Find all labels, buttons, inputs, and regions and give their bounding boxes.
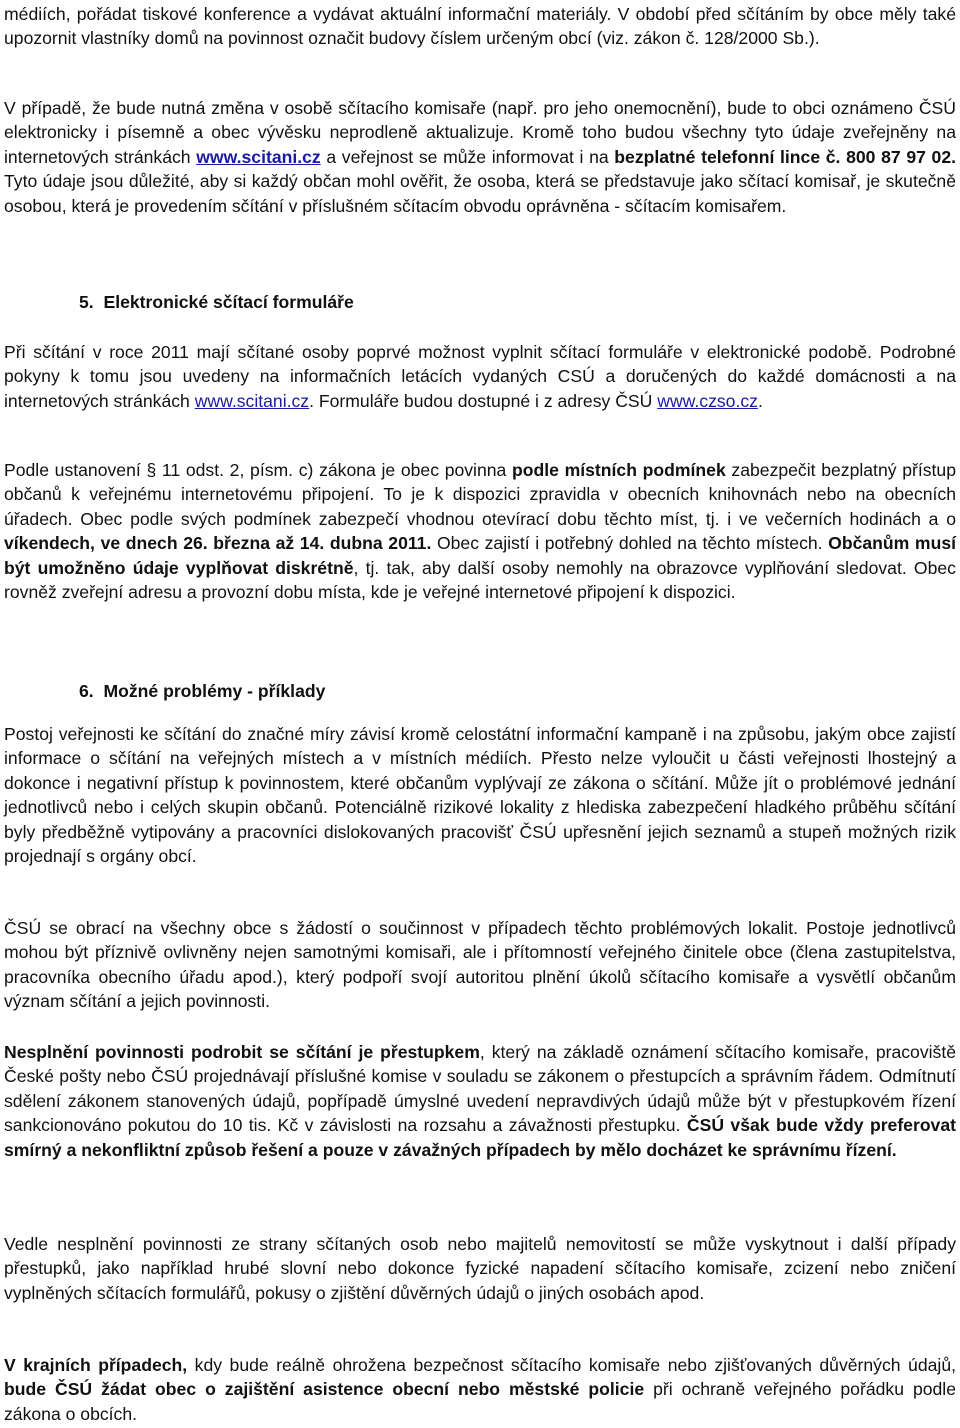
bold-text: Občanům musí být umožněno údaje vyplňovat diskrétně xyxy=(4,533,956,578)
section-6-heading xyxy=(79,679,325,703)
section-title: Možné problémy - příklady xyxy=(103,681,326,701)
paragraph-text: Podle ustanovení § 11 odst. 2, písm. c) zákona je obec povinna xyxy=(4,460,513,480)
paragraph-text: . xyxy=(757,390,763,411)
bold-text: bude ČSÚ žádat obec o zajištění asistence obecní nebo městské policie xyxy=(4,1379,645,1400)
paragraph-text: médiích, pořádat tiskové konference a vydávat aktuální informační materiály. V období před sčítáním by obce měly také upozornit vlastníky domů na povinnost označit budovy číslem určeným obcí (viz. zákon č. 128/2000 Sb.). xyxy=(4,4,956,49)
section-number: 6. xyxy=(79,681,94,701)
paragraph-public-attitude xyxy=(4,722,956,868)
bold-text: V krajních případech, xyxy=(4,1355,188,1375)
paragraph-text: ČSÚ se obrací na všechny obce s žádostí o součinnost v případech těchto problémových lokalit. Postoje jednotlivců mohou být příznivě ovlivněny nejen samotnými komisaři, ale i přítomností veřejného činitele obce (člena zastupitelstva, pracovníka obecního úřadu apod.), který podpoří svojí autoritou plnění úkolů sčítacího komisaře a vysvětlí občanům význam sčítání a jejich povinnosti. xyxy=(4,918,956,1012)
paragraph-offence xyxy=(4,1040,956,1162)
paragraph-media-info xyxy=(4,2,956,51)
paragraph-other-offences xyxy=(4,1232,956,1305)
paragraph-text: zabezpečit bezplatný přístup občanů k veřejnému internetovému připojení. To je k dispozici zpravidla v obecních knihovnách nebo na obecních úřadech. Obec podle svých podmínek zabezpečí vhodnou otevírací dobu těchto míst, tj. i ve večerních hodinách a o xyxy=(4,460,956,529)
paragraph-text: . Formuláře budou dostupné i z adresy ČSÚ xyxy=(309,390,658,411)
paragraph-text: a veřejnost se může informovat i na xyxy=(320,146,615,167)
paragraph-text: , který na základě oznámení sčítacího komisaře, pracoviště České pošty nebo ČSÚ projednávají příslušné komise v souladu se zákonem o přestupcích a správním řádem. Odmítnutí sdělení zákonem stanovených údajů, popřípadě úmyslné uvedení nepravdivých údajů může být v přestupkovém řízení sankcionováno pokutou do 10 tis. Kč v závislosti na rozsahu a závažnosti přestupku. xyxy=(4,1042,956,1136)
section-number: 5. xyxy=(79,292,94,312)
scitani-link[interactable]: www.scitani.cz xyxy=(196,146,321,167)
paragraph-text: při ochraně veřejného pořádku podle zákona o obcích. xyxy=(4,1379,956,1424)
scitani-link[interactable]: www.scitani.cz xyxy=(194,390,310,411)
paragraph-csu-cooperation xyxy=(4,916,956,1014)
paragraph-commissioner-change xyxy=(4,96,956,218)
paragraph-extreme-cases xyxy=(4,1353,956,1426)
paragraph-text: Obec zajistí i potřebný dohled na těchto místech. xyxy=(431,533,829,554)
paragraph-text: Tyto údaje jsou důležité, aby si každý občan mohl ověřit, že osoba, která se představuje jako sčítací komisař, je skutečně osobou, která je provedením sčítání v příslušném sčítacím obvodu oprávněna - sčítacím komisařem. xyxy=(4,171,956,216)
hotline-bold-text: bezplatné telefonní lince č. 800 87 97 02. xyxy=(614,146,956,167)
section-5-heading xyxy=(79,290,354,314)
paragraph-text: Postoj veřejnosti ke sčítání do značné míry závisí kromě celostátní informační kampaně i na způsobu, jakým obce zajistí informace o sčítání na veřejných místech a v místních médiích. Přesto nelze vyloučit u části veřejnosti lhostejný a dokonce i negativní přístup k povinnostem, které občanům vyplývají ze zákona o sčítání. Může jít o problémové jednání jednotlivců nebo i celých skupin občanů. Potenciálně rizikové lokality z hlediska zabezpečení hladkého průběhu sčítání byly předběžně vytipovány a pracovníci dislokovaných pracovišť ČSÚ upřesnění jejich seznamů a stupeň možných rizik projednají s orgány obcí. xyxy=(4,724,956,867)
bold-text: víkendech, ve dnech 26. března až 14. dubna 2011. xyxy=(4,533,432,554)
paragraph-text: kdy bude reálně ohrožena bezpečnost sčítacího komisaře nebo zjišťovaných důvěrných údajů, xyxy=(187,1355,956,1375)
paragraph-internet-access xyxy=(4,458,956,604)
czso-link[interactable]: www.czso.cz xyxy=(657,390,758,411)
bold-text: podle místních podmínek xyxy=(512,460,726,480)
bold-text: Nesplnění povinnosti podrobit se sčítání je přestupkem xyxy=(4,1042,480,1062)
paragraph-electronic-forms xyxy=(4,340,956,413)
bold-text: ČSÚ však bude vždy preferovat smírný a nekonfliktní způsob řešení a pouze v závažných případech by mělo docházet ke správnímu řízení. xyxy=(4,1115,956,1160)
paragraph-text: Při sčítání v roce 2011 mají sčítané osoby poprvé možnost vyplnit sčítací formuláře v elektronické podobě. Podrobné pokyny k tomu jsou uvedeny na informačních letácích vydaných CSÚ a doručených do každé domácnosti a na internetových stránkách xyxy=(4,342,956,411)
paragraph-text: , tj. tak, aby další osoby nemohly na obrazovce vyplňování sledovat. Obec rovněž zveřejní adresu a provozní dobu místa, kde je veřejné internetové připojení k dispozici. xyxy=(4,557,956,603)
section-title: Elektronické sčítací formuláře xyxy=(103,292,354,312)
paragraph-text: Vedle nesplnění povinnosti ze strany sčítaných osob nebo majitelů nemovitostí se může vyskytnout i další případy přestupků, jako například hrubé slovní nebo dokonce fyzické napadení sčítacího komisaře, zcizení nebo zničení vyplněných sčítacích formulářů, pokusy o zjištění důvěrných údajů o jiných osobách apod. xyxy=(4,1234,956,1303)
paragraph-text: V případě, že bude nutná změna v osobě sčítacího komisaře (např. pro jeho onemocnění), bude to obci oznámeno ČSÚ elektronicky i písemně a obec vývěsku neprodleně aktualizuje. Kromě toho budou všechny tyto údaje zveřejněny na internetových stránkách xyxy=(4,98,956,167)
